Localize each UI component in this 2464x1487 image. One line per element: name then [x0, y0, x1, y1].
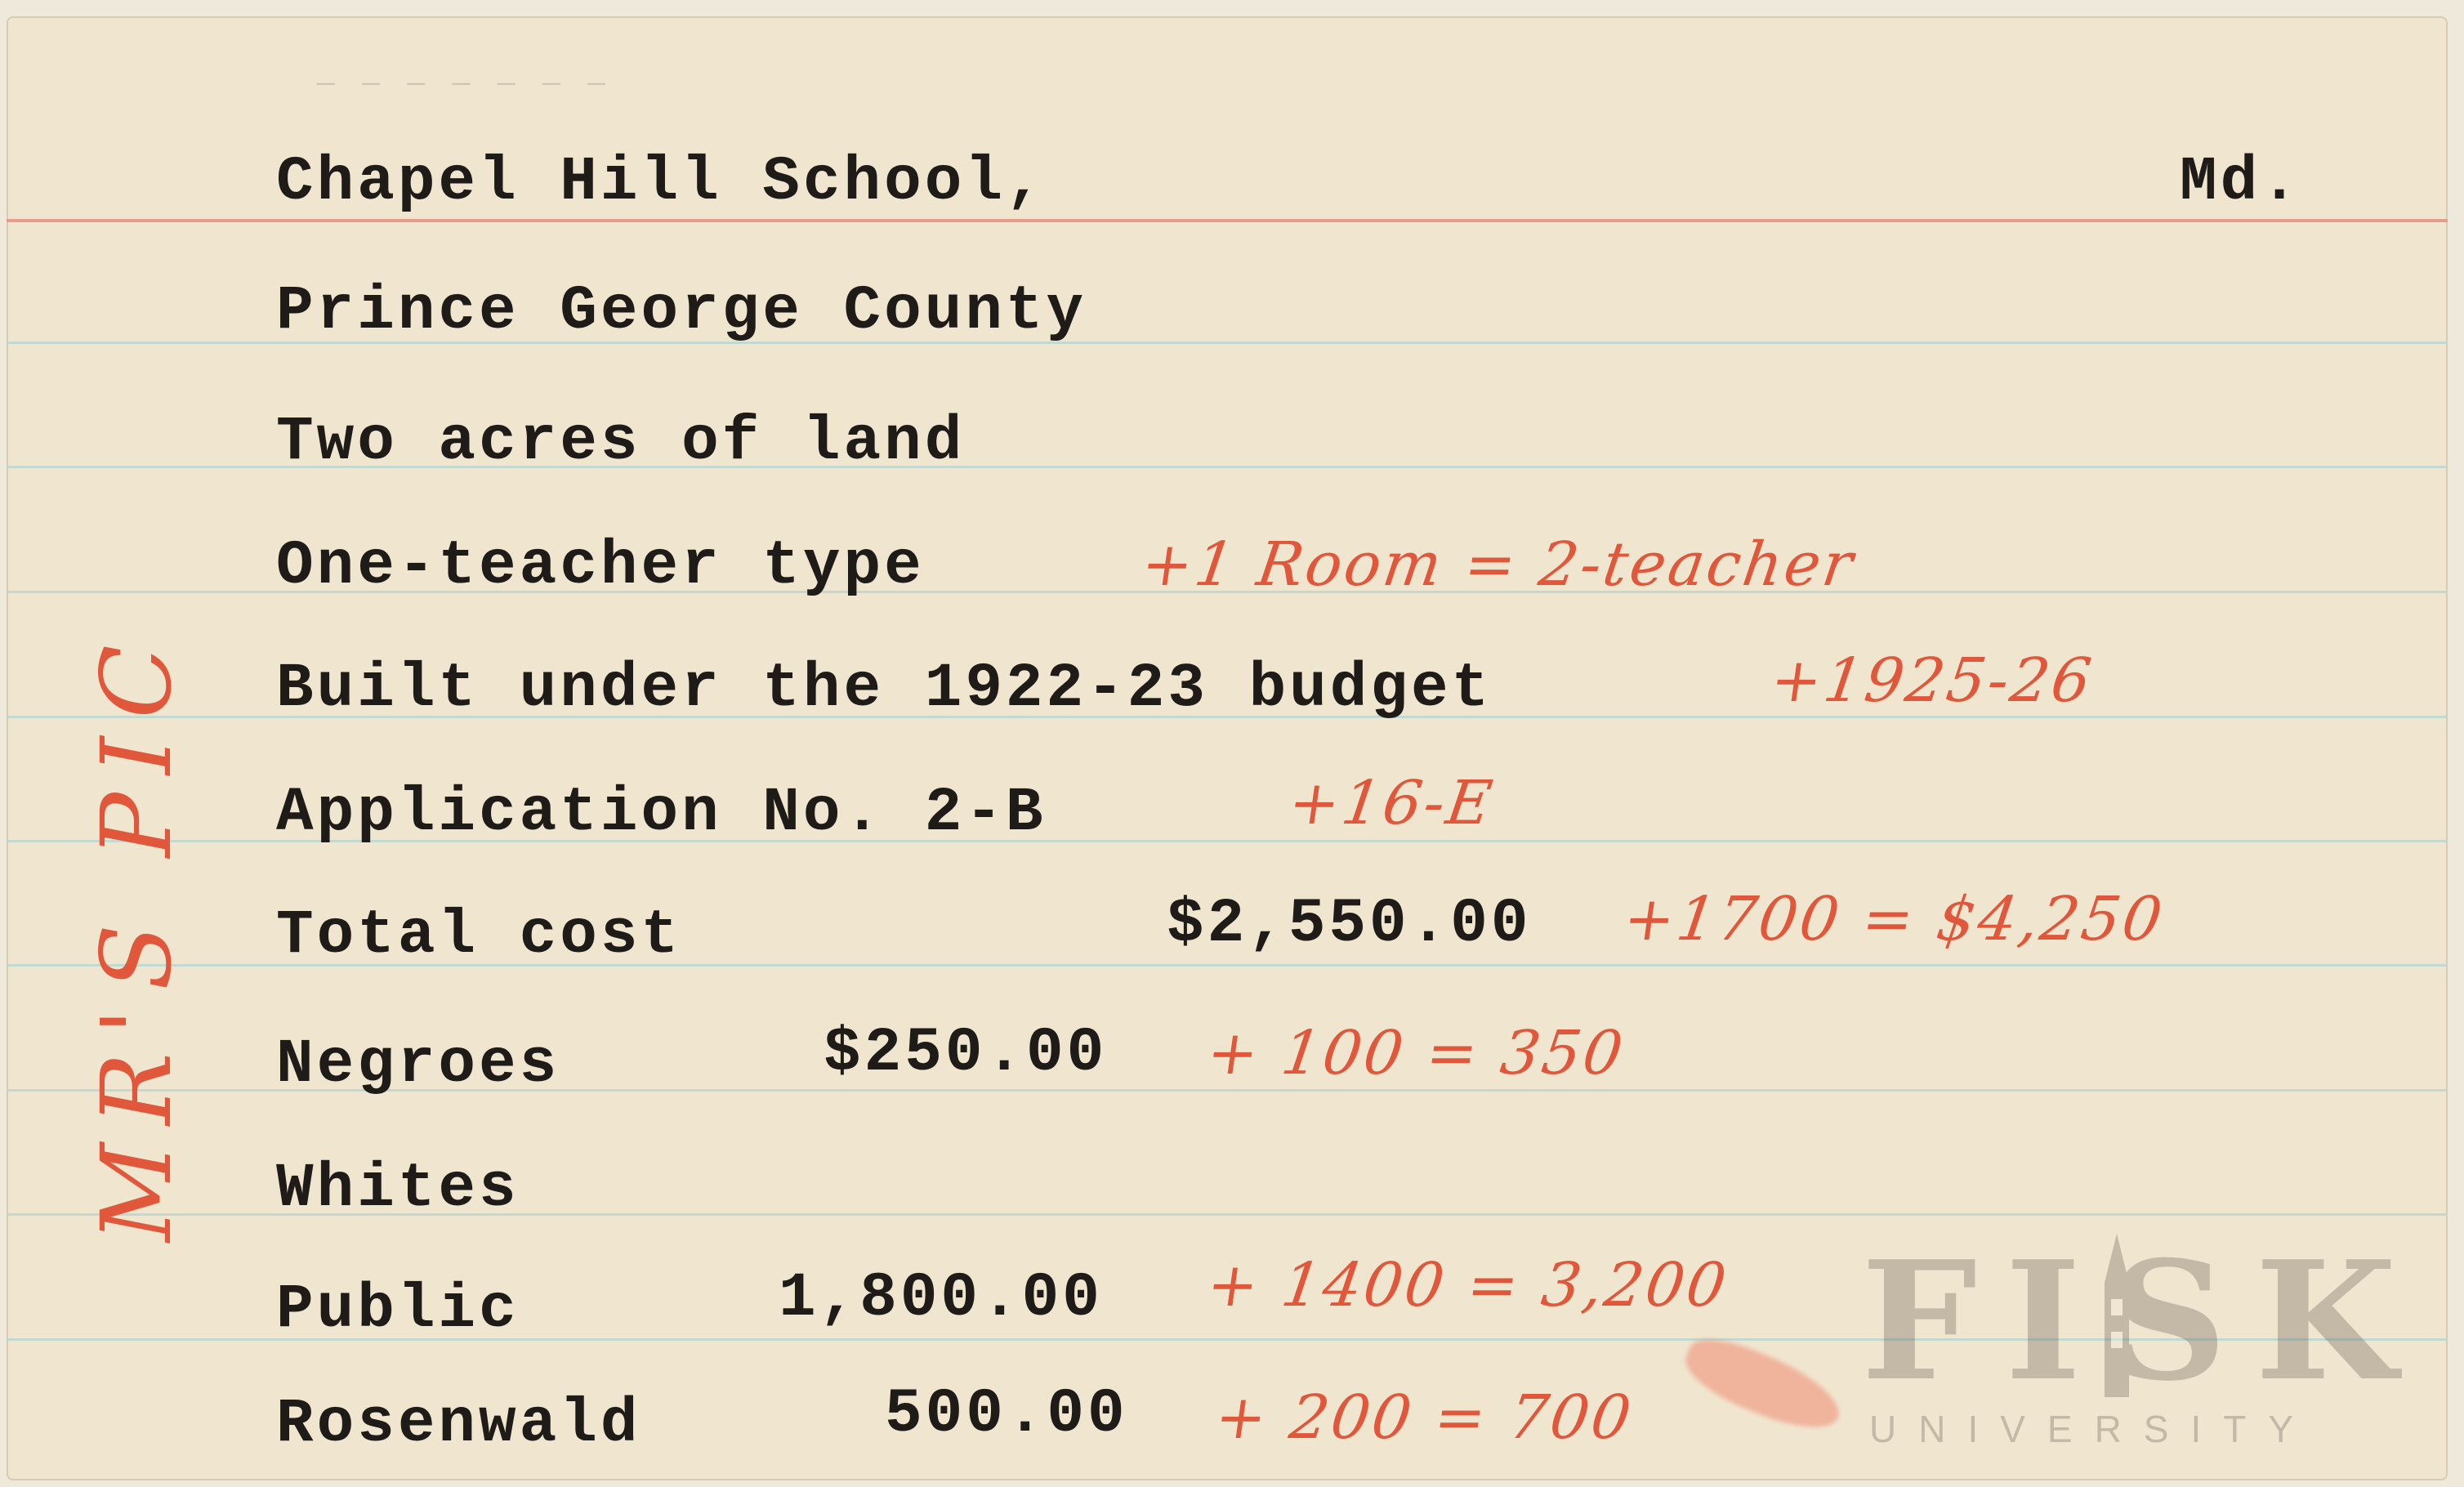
public-addition-note: + 1400 = 3,200: [1202, 1250, 1733, 1320]
negroes-addition-note: + 100 = 350: [1202, 1018, 1630, 1088]
fisk-university-watermark: [1861, 1226, 2433, 1471]
rosenwald-value: 500.00: [885, 1379, 1128, 1449]
total-addition-note: +1700 = $4,250: [1618, 884, 2169, 954]
index-card: [7, 16, 2448, 1480]
margin-note: MR'S PIC: [80, 627, 193, 1242]
faint-offset-type: — — — — — — —: [317, 67, 610, 100]
red-smudge: [1676, 1328, 1850, 1442]
application-number: Application No. 2-B: [276, 778, 1047, 848]
school-type: One-teacher type: [276, 531, 925, 601]
watermark-name: FISK: [1861, 1226, 2425, 1418]
rosenwald-addition-note: + 200 = 700: [1210, 1382, 1638, 1453]
whites-label: Whites: [276, 1154, 520, 1224]
budget: Built under the 1922-23 budget: [276, 654, 1493, 724]
header-rule: [7, 219, 2448, 222]
county: Prince George County: [276, 276, 1087, 346]
application-addition-note: +16-E: [1283, 768, 1499, 838]
negroes-value: $250.00: [824, 1018, 1108, 1088]
negroes-label: Negroes: [276, 1029, 560, 1100]
type-addition-note: +1 Room = 2-teacher: [1136, 529, 1859, 600]
tower-icon: [2080, 1234, 2154, 1397]
public-label: Public: [276, 1275, 520, 1345]
school-name: Chapel Hill School,: [276, 147, 1047, 217]
public-value: 1,800.00: [779, 1263, 1103, 1333]
budget-addition-note: +1925-26: [1765, 645, 2098, 716]
land: Two acres of land: [276, 407, 966, 477]
watermark-subtitle: UNIVERSITY: [1869, 1408, 2316, 1450]
state: Md.: [2180, 147, 2301, 217]
rosenwald-label: Rosenwald: [276, 1389, 641, 1459]
total-cost-value: $2,550.00: [1167, 889, 1532, 959]
total-cost-label: Total cost: [276, 900, 682, 971]
